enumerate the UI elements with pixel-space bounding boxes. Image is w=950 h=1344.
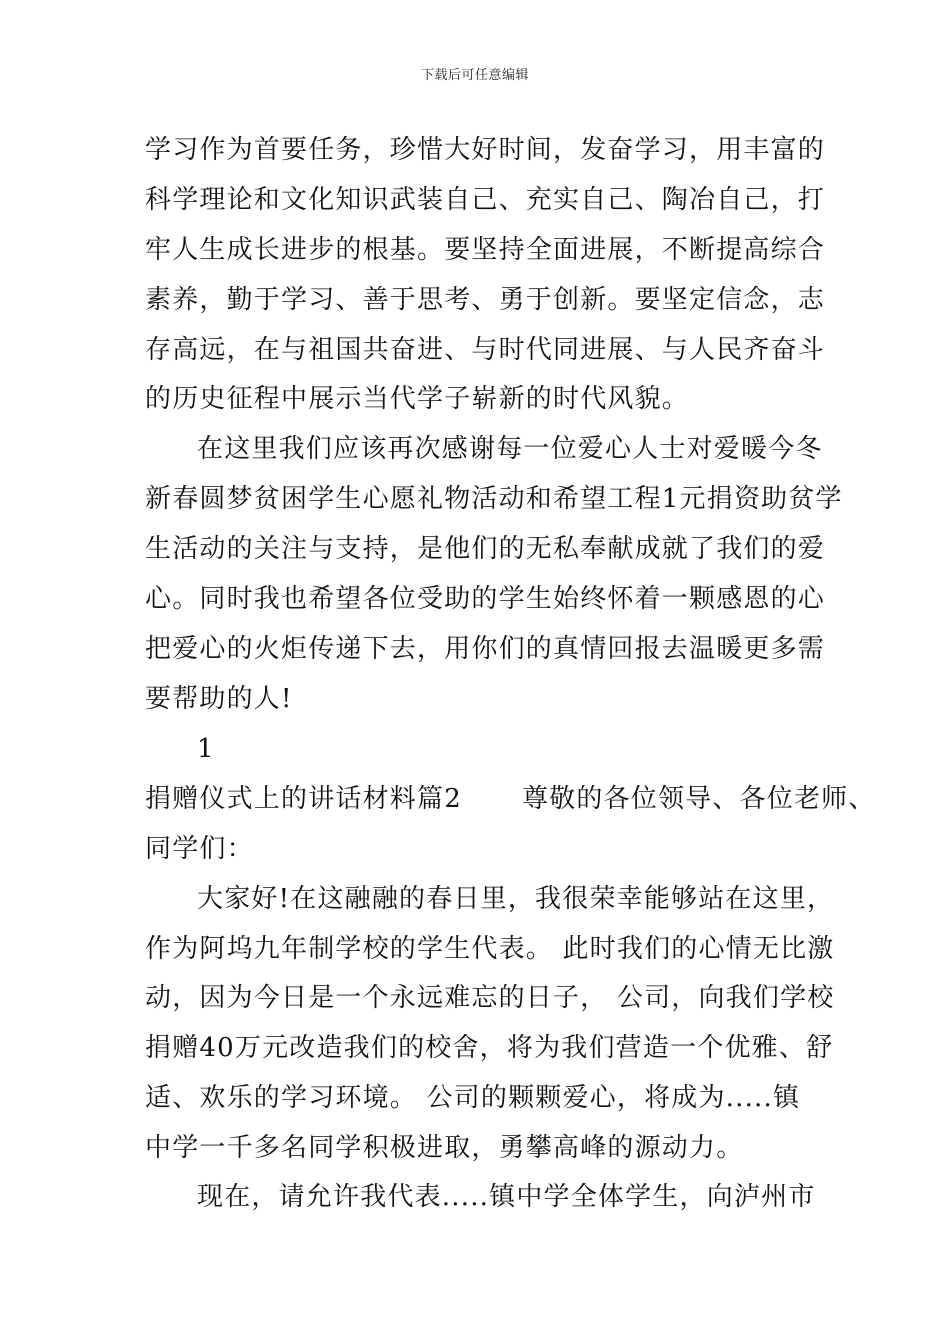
text-line: 适、欢乐的学习环境。 公司的颗颗爱心，将成为.....镇 bbox=[145, 1083, 801, 1113]
salutation: 尊敬的各位领导、各位老师、 bbox=[521, 784, 876, 814]
text-line: 科学理论和文化知识武装自己、充实自己、陶冶自己，打 bbox=[145, 185, 826, 215]
text-line: 捐赠40万元改造我们的校舍，将为我们营造一个优雅、舒 bbox=[145, 1033, 834, 1063]
text-line: 动，因为今日是一个永远难忘的日子， 公司，向我们学校 bbox=[145, 983, 835, 1013]
section-title: 捐赠仪式上的讲话材料篇2 bbox=[145, 784, 462, 814]
text-line: 生活动的关注与支持，是他们的无私奉献成就了我们的爱 bbox=[145, 534, 826, 564]
text-line: 学习作为首要任务，珍惜大好时间，发奋学习，用丰富的 bbox=[145, 135, 826, 165]
page-number: 1 bbox=[197, 734, 215, 764]
section-title-line bbox=[145, 784, 876, 814]
text-line: 的历史征程中展示当代学子崭新的时代风貌。 bbox=[145, 384, 690, 414]
page-header-note: 下载后可任意编辑 bbox=[420, 68, 529, 83]
text-line: 同学们： bbox=[145, 834, 254, 864]
text-line: 在这里我们应该再次感谢每一位爱心人士对爱暖今冬 bbox=[197, 434, 823, 464]
text-line: 大家好!在这融融的春日里，我很荣幸能够站在这里， bbox=[197, 884, 835, 914]
text-line: 中学一千多名同学积极进取，勇攀高峰的源动力。 bbox=[145, 1133, 744, 1163]
text-line: 作为阿坞九年制学校的学生代表。 此时我们的心情无比激 bbox=[145, 934, 835, 964]
text-line: 要帮助的人! bbox=[145, 684, 293, 714]
text-line: 牢人生成长进步的根基。要坚持全面进展，不断提高综合 bbox=[145, 235, 826, 265]
text-line: 存高远，在与祖国共奋进、与时代同进展、与人民齐奋斗 bbox=[145, 335, 826, 365]
text-line: 把爱心的火炬传递下去，用你们的真情回报去温暖更多需 bbox=[145, 634, 826, 664]
text-line: 素养，勤于学习、善于思考、勇于创新。要坚定信念，志 bbox=[145, 285, 826, 315]
text-line: 现在，请允许我代表.....镇中学全体学生，向泸州市 bbox=[197, 1182, 816, 1212]
text-line: 新春圆梦贫困学生心愿礼物活动和希望工程1元捐资助贫学 bbox=[145, 484, 843, 514]
text-line: 心。同时我也希望各位受助的学生始终怀着一颗感恩的心 bbox=[145, 584, 826, 614]
